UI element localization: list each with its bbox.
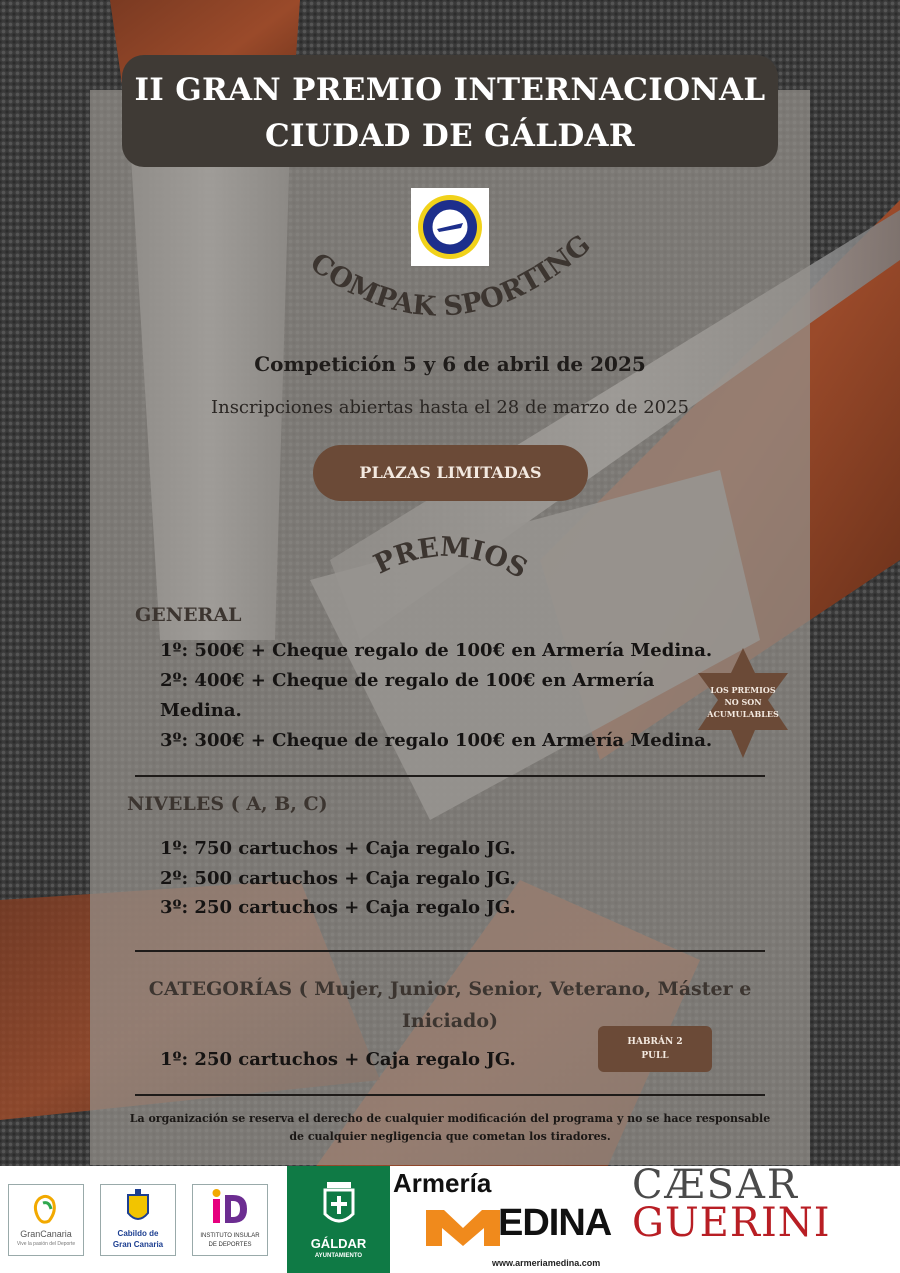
badge-line: ACUMULABLES bbox=[707, 709, 779, 719]
prizes-arc-heading bbox=[350, 530, 550, 600]
disclaimer-line2: de cualquier negligencia que cometan los tiradores. bbox=[289, 1130, 611, 1143]
cabildo-name-line2: Gran Canaria bbox=[112, 1240, 164, 1249]
general-heading: GENERAL bbox=[135, 604, 242, 626]
section-divider bbox=[135, 775, 765, 777]
prizes-heading: PREMIOS bbox=[369, 531, 533, 585]
badge-line: LOS PREMIOS bbox=[710, 685, 776, 695]
badge-line: NO SON bbox=[724, 697, 762, 707]
armeria-url: www.armeriamedina.com bbox=[492, 1258, 601, 1268]
guerini-word: GUERINI bbox=[632, 1200, 831, 1246]
section-divider bbox=[135, 950, 765, 952]
badge-line: PULL bbox=[641, 1051, 669, 1061]
event-title-line2: CIUDAD DE GÁLDAR bbox=[265, 118, 635, 154]
event-title-banner bbox=[122, 55, 778, 167]
badge-line: HABRÁN 2 bbox=[627, 1037, 683, 1047]
medina-word: EDINA bbox=[498, 1202, 612, 1244]
niveles-prize-2: 2º: 500 cartuchos + Caja regalo JG. bbox=[160, 868, 516, 889]
gran-canaria-logo bbox=[8, 1184, 84, 1256]
galdar-subtitle: AYUNTAMIENTO bbox=[314, 1253, 363, 1259]
disclaimer bbox=[120, 1110, 780, 1146]
cabildo-name-line1: Cabildo de bbox=[117, 1229, 159, 1238]
instituto-deportes-logo bbox=[192, 1184, 268, 1256]
niveles-heading: NIVELES ( A, B, C) bbox=[127, 793, 328, 815]
niveles-prize-1: 1º: 750 cartuchos + Caja regalo JG. bbox=[160, 838, 516, 859]
svg-text:PREMIOS bbox=[369, 532, 532, 585]
categorias-heading-line1: CATEGORÍAS ( Mujer, Junior, Senior, Veterano, Máster e bbox=[148, 978, 752, 1000]
instituto-name-line1: INSTITUTO INSULAR bbox=[200, 1233, 260, 1239]
galdar-shield-icon bbox=[287, 1178, 390, 1238]
discipline-label: COMPAK SPORTING bbox=[304, 229, 597, 323]
gran-canaria-tagline: Vive la pasión del Deporte bbox=[16, 1241, 76, 1247]
niveles-prize-3: 3º: 250 cartuchos + Caja regalo JG. bbox=[160, 897, 516, 918]
general-prize-3: 3º: 300€ + Cheque de regalo 100€ en Armería Medina. bbox=[160, 730, 713, 751]
galdar-logo bbox=[287, 1166, 390, 1273]
instituto-name-line2: DE DEPORTES bbox=[208, 1242, 252, 1248]
general-prize-2: 2º: 400€ + Cheque de regalo de 100€ en Armería bbox=[160, 670, 655, 691]
event-title-line1: II GRAN PREMIO INTERNACIONAL bbox=[134, 72, 766, 108]
general-prize-1: 1º: 500€ + Cheque regalo de 100€ en Armería Medina. bbox=[160, 640, 713, 661]
gran-canaria-icon bbox=[9, 1191, 83, 1231]
registration-deadline: Inscripciones abiertas hasta el 28 de marzo de 2025 bbox=[210, 397, 690, 418]
competition-dates: Competición 5 y 6 de abril de 2025 bbox=[254, 352, 646, 376]
disclaimer-line1: La organización se reserva el derecho de cualquier modificación del programa y no se hace responsable bbox=[129, 1112, 771, 1125]
section-divider bbox=[135, 1094, 765, 1096]
galdar-name: GÁLDAR bbox=[310, 1236, 367, 1251]
general-prize-2-cont: Medina. bbox=[160, 700, 242, 721]
instituto-id-icon bbox=[193, 1187, 267, 1231]
not-cumulative-badge bbox=[693, 684, 793, 720]
svg-text:COMPAK SPORTING bbox=[304, 229, 596, 323]
categorias-prize-1: 1º: 250 cartuchos + Caja regalo JG. bbox=[160, 1049, 516, 1070]
gran-canaria-name: GranCanaria bbox=[20, 1229, 72, 1239]
pull-badge bbox=[598, 1026, 712, 1072]
sponsor-footer bbox=[0, 1162, 900, 1273]
limited-places-badge: PLAZAS LIMITADAS bbox=[313, 445, 588, 501]
categorias-heading-line2: Iniciado) bbox=[402, 1010, 498, 1032]
armeria-word: Armería bbox=[393, 1168, 492, 1198]
caesar-word: CÆSAR bbox=[632, 1162, 800, 1208]
cabildo-shield-icon bbox=[101, 1189, 175, 1229]
medina-m-icon bbox=[426, 1206, 500, 1246]
cabildo-logo bbox=[100, 1184, 176, 1256]
discipline-arc-heading bbox=[280, 220, 620, 340]
